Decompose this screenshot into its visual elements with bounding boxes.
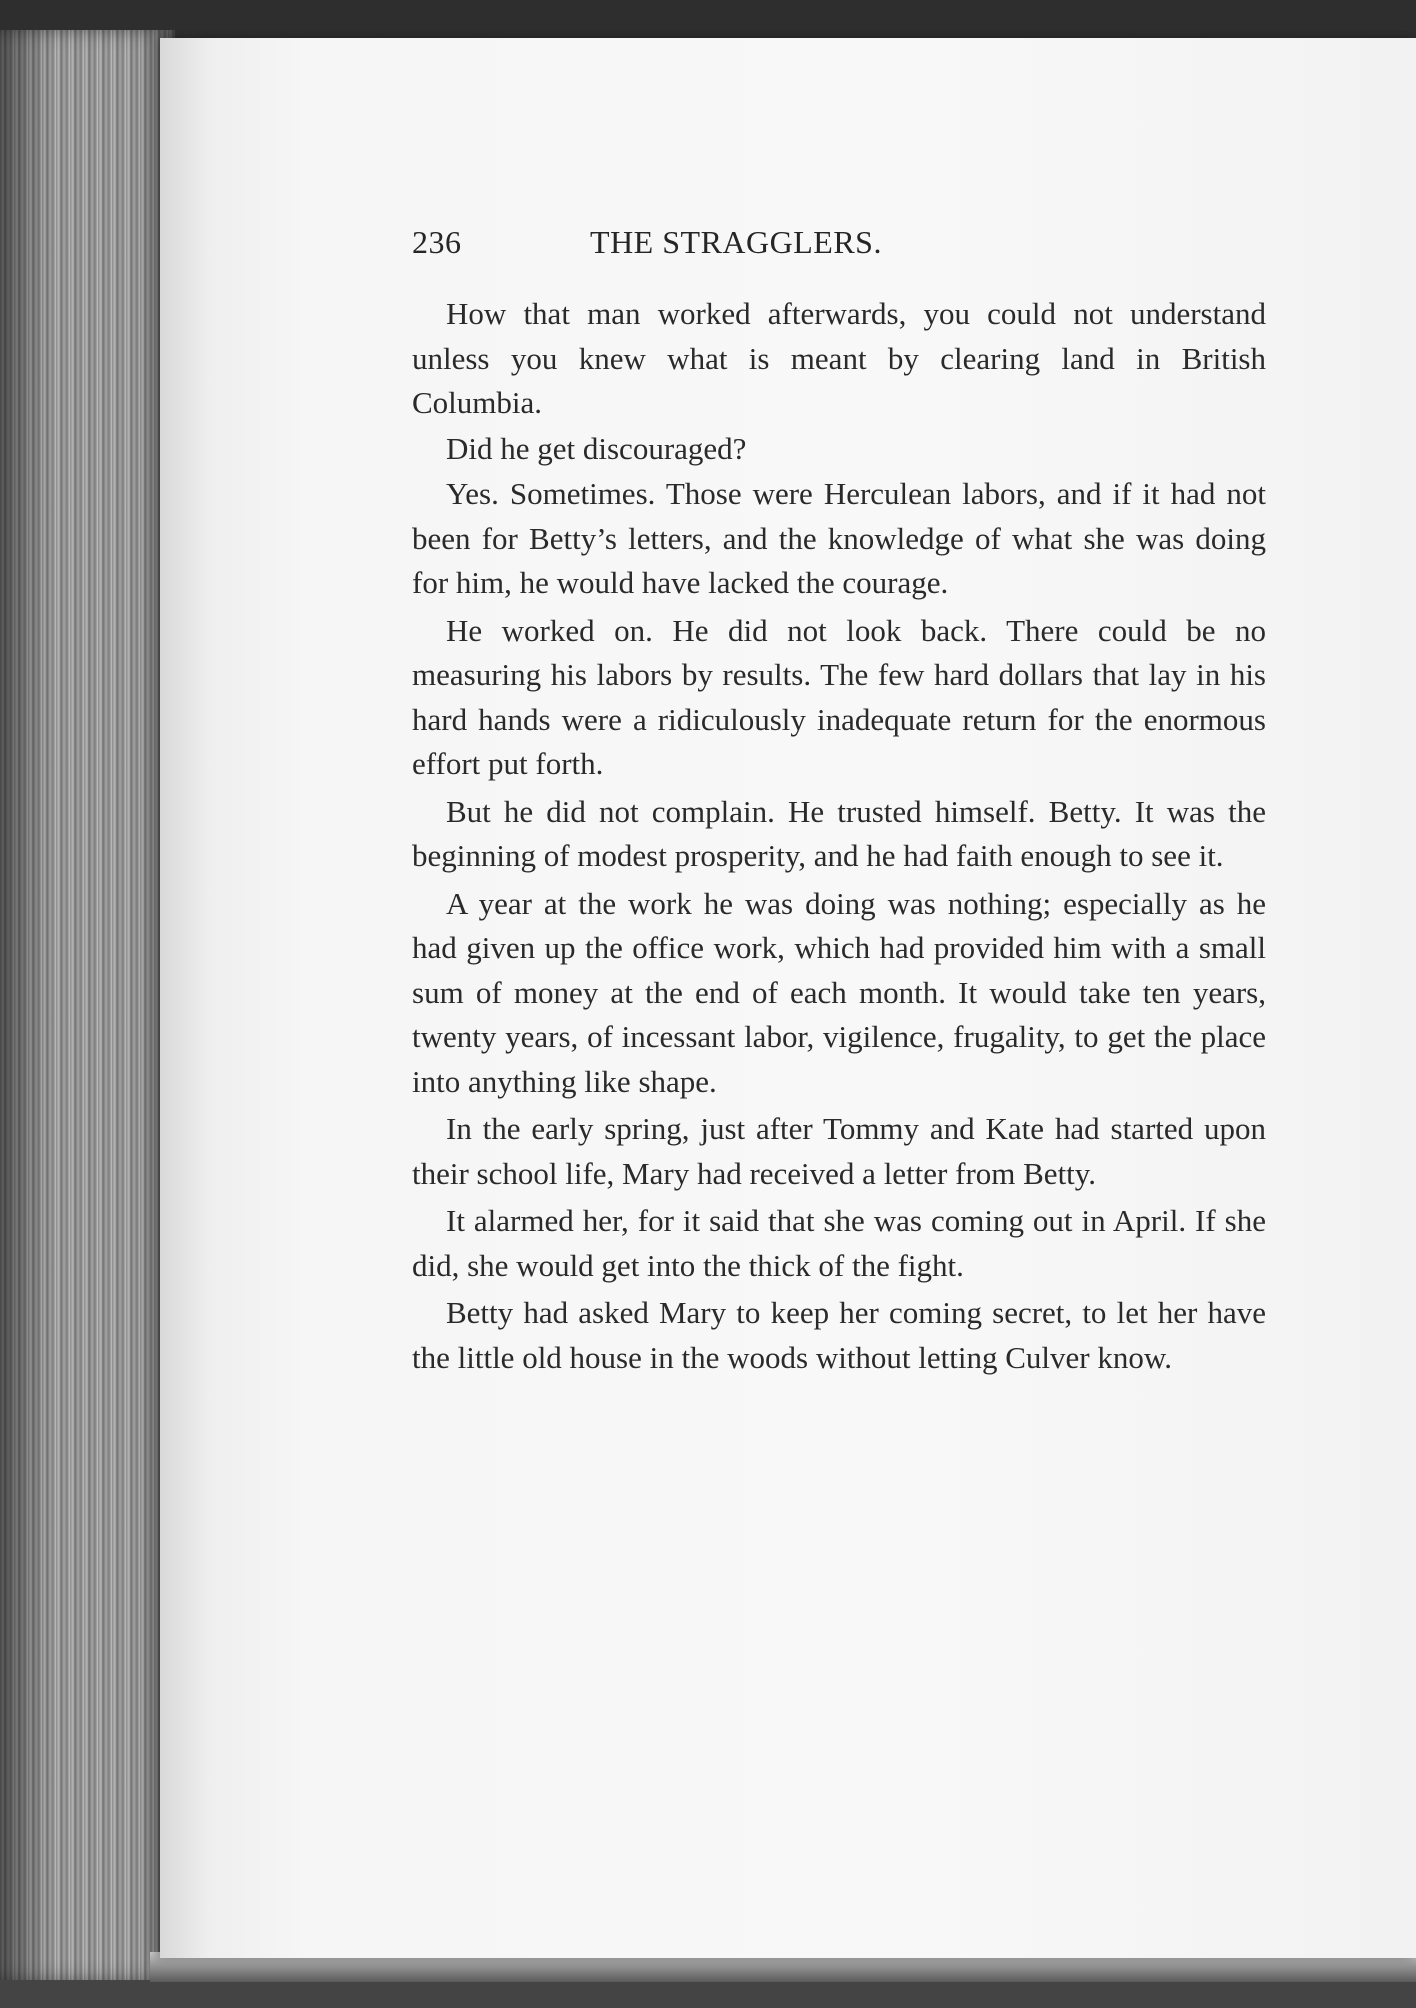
paragraph-8: It alarmed her, for it said that she was coming out in April. If she did, she would get into the thick of the fight. [412, 1203, 1266, 1283]
paragraph-2: Did he get discouraged? [446, 430, 747, 466]
book-page-edges [0, 30, 175, 1980]
paragraph-7: In the early spring, just after Tommy and Kate had started upon their school life, Mary had received a letter from Betty. [412, 1111, 1266, 1191]
paragraph-5: But he did not complain. He trusted himself. Betty. It was the beginning of modest prosperity, and he had faith enough to see it. [412, 793, 1266, 873]
paragraph-3: Yes. Sometimes. Those were Herculean labors, and if it had not been for Betty’s letters, and the knowledge of what she was doing for him, he would have lacked the courage. [412, 476, 1266, 600]
paragraph-6: A year at the work he was doing was nothing; especially as he had given up the office work, which had provided him with a small sum of money at the end of each month. It would take ten years, twenty years, of incessant labor, vigilence, frugality, to get the place into anything like shape. [412, 885, 1266, 1099]
running-head [412, 224, 1020, 264]
page-number: 236 [412, 224, 462, 260]
paragraph-1: How that man worked afterwards, you could not understand unless you knew what is meant by clearing land in British Columbia. [412, 296, 1266, 420]
paragraph-4: He worked on. He did not look back. There could be no measuring his labors by results. The few hard dollars that lay in his hard hands were a ridiculously inadequate return for the enormous effort put forth. [412, 612, 1266, 781]
running-title: THE STRAGGLERS. [590, 224, 882, 260]
paragraph-9: Betty had asked Mary to keep her coming secret, to let her have the little old house in the woods without letting Culver know. [412, 1295, 1266, 1375]
body-text [412, 292, 1266, 1381]
